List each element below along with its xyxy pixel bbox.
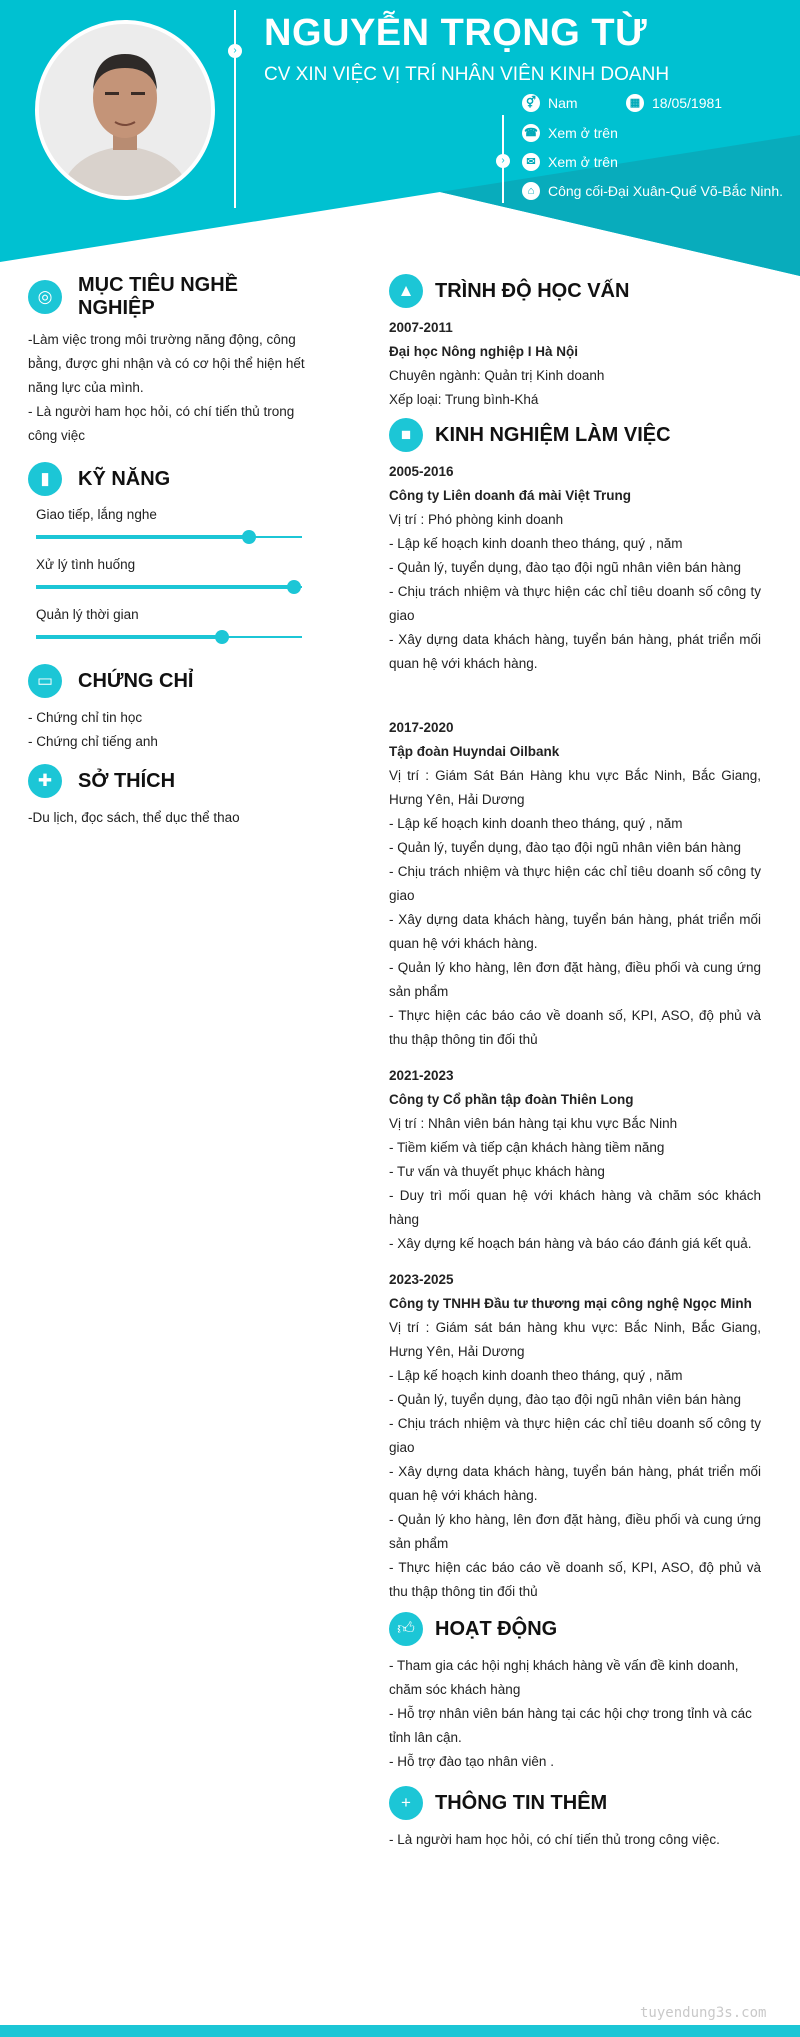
- skill-label: Xử lý tình huống: [36, 557, 136, 572]
- header-divider-line: [234, 10, 236, 208]
- certificates-header: [28, 664, 318, 698]
- objective-section: [28, 274, 318, 448]
- calendar-icon: ▦: [626, 94, 644, 112]
- job-period: 2021-2023: [389, 1068, 454, 1083]
- candidate-name: NGUYỄN TRỌNG TỪ: [264, 12, 648, 54]
- job-detail-line: - Lập kế hoạch kinh doanh theo tháng, quý , năm: [389, 1368, 683, 1383]
- activity-line: - Hỗ trợ nhân viên bán hàng tại các hội chợ trong tỉnh và các tỉnh lân cận.: [389, 1706, 752, 1745]
- gamepad-icon: ✚: [28, 764, 62, 798]
- email-info: [522, 153, 618, 171]
- job-company: Tập đoàn Huyndai Oilbank: [389, 744, 560, 759]
- job-detail-line: - Xây dựng data khách hàng, tuyển bán hàng, phát triển mối quan hệ với khách hàng.: [389, 1464, 761, 1503]
- graduation-cap-icon: ▲: [389, 274, 423, 308]
- job-period: 2005-2016: [389, 464, 454, 479]
- education-title: TRÌNH ĐỘ HỌC VẤN: [435, 279, 630, 302]
- bar-chart-icon: ▮: [28, 462, 62, 496]
- job-detail-line: - Xây dựng data khách hàng, tuyển bán hàng, phát triển mối quan hệ với khách hàng.: [389, 912, 761, 951]
- job-company: Công ty Liên doanh đá mài Việt Trung: [389, 488, 632, 503]
- job-detail-line: - Quản lý, tuyển dụng, đào tạo đội ngũ nhân viên bán hàng: [389, 840, 742, 855]
- job-period: 2023-2025: [389, 1272, 454, 1287]
- watermark: tuyendung3s.com: [640, 2005, 767, 2021]
- job-detail-line: Vị trí : Giám Sát Bán Hàng khu vực Bắc Ninh, Bắc Giang, Hưng Yên, Hải Dương: [389, 768, 761, 807]
- job-detail-line: - Xây dựng kế hoạch bán hàng và báo cáo đánh giá kết quả.: [389, 1236, 752, 1251]
- education-header: [389, 274, 761, 308]
- certificates-section: [28, 664, 318, 754]
- job-detail-line: - Thực hiện các báo cáo về doanh số, KPI, ASO, độ phủ và thu thập thông tin đối thủ: [389, 1560, 761, 1599]
- education-grade: Xếp loại: Trung bình-Khá: [389, 392, 539, 407]
- skill-label: Quản lý thời gian: [36, 607, 139, 622]
- objective-text-1: -Làm việc trong môi trường năng động, công bằng, được ghi nhận và có cơ hội thể hiện hết năng lực của mình.: [28, 332, 305, 395]
- job-detail-line: - Tiềm kiếm và tiếp cận khách hàng tiềm năng: [389, 1140, 665, 1155]
- extra-info-text: - Là người ham học hỏi, có chí tiến thủ trong công việc.: [389, 1832, 720, 1847]
- skill-knob: [242, 530, 256, 544]
- divider-chevron-icon: ›: [228, 44, 242, 58]
- skill-level-bar: [36, 580, 302, 594]
- birthday-value: 18/05/1981: [652, 95, 723, 111]
- gender-info: [522, 94, 578, 112]
- skill-item: [36, 604, 318, 644]
- hobbies-header: [28, 764, 318, 798]
- activities-section: [389, 1612, 761, 1774]
- plus-icon: +: [389, 1786, 423, 1820]
- avatar: [35, 20, 215, 200]
- certificates-title: CHỨNG CHỈ: [78, 669, 194, 692]
- skill-level-bar: [36, 630, 302, 644]
- job-detail-line: - Quản lý kho hàng, lên đơn đặt hàng, điều phối và cung ứng sản phẩm: [389, 1512, 761, 1551]
- objective-text-2: - Là người ham học hỏi, có chí tiến thủ trong công việc: [28, 404, 295, 443]
- skill-fill: [36, 585, 294, 589]
- phone-value: Xem ở trên: [548, 125, 618, 141]
- job-detail-line: - Quản lý, tuyển dụng, đào tạo đội ngũ nhân viên bán hàng: [389, 560, 742, 575]
- job-entry: [389, 1064, 761, 1256]
- certificate-item: - Chứng chỉ tiếng anh: [28, 734, 158, 749]
- phone-icon: ☎: [522, 124, 540, 142]
- education-major: Chuyên ngành: Quản trị Kinh doanh: [389, 368, 605, 383]
- skills-list: [28, 504, 318, 644]
- email-icon: ✉: [522, 153, 540, 171]
- job-entry: [389, 460, 761, 676]
- activities-title: HOẠT ĐỘNG: [435, 1617, 558, 1640]
- hobbies-section: [28, 764, 318, 830]
- certificate-item: - Chứng chỉ tin học: [28, 710, 143, 725]
- hobbies-text: -Du lịch, đọc sách, thể dục thể thao: [28, 810, 240, 825]
- job-company: Công ty TNHH Đầu tư thương mại công nghệ Ngọc Minh: [389, 1296, 752, 1311]
- education-school: Đại học Nông nghiệp I Hà Nội: [389, 344, 578, 359]
- right-column: [389, 270, 761, 1852]
- address-info: [522, 182, 783, 200]
- job-title: CV XIN VIỆC VỊ TRÍ NHÂN VIÊN KINH DOANH: [264, 64, 670, 85]
- objective-title: MỤC TIÊU NGHỀ NGHIỆP: [78, 274, 238, 319]
- certificate-icon: ▭: [28, 664, 62, 698]
- extra-info-header: [389, 1786, 761, 1820]
- address-value: Công cối-Đại Xuân-Quế Võ-Bắc Ninh.: [548, 183, 784, 199]
- hobbies-title: SỞ THÍCH: [78, 769, 176, 792]
- briefcase-icon: ■: [389, 418, 423, 452]
- gender-icon: ⚥: [522, 94, 540, 112]
- skill-fill: [36, 535, 249, 539]
- job-detail-line: - Quản lý, tuyển dụng, đào tạo đội ngũ nhân viên bán hàng: [389, 1392, 742, 1407]
- skill-level-bar: [36, 530, 302, 544]
- objective-header: [28, 274, 318, 320]
- job-detail-line: Vị trí : Nhân viên bán hàng tại khu vực Bắc Ninh: [389, 1116, 678, 1131]
- experience-section: [389, 418, 761, 1604]
- job-detail-line: - Tư vấn và thuyết phục khách hàng: [389, 1164, 605, 1179]
- job-detail-line: - Quản lý kho hàng, lên đơn đặt hàng, điều phối và cung ứng sản phẩm: [389, 960, 761, 999]
- education-period: 2007-2011: [389, 320, 453, 335]
- left-column: [28, 270, 318, 830]
- cv-header: [0, 0, 800, 280]
- skills-title: KỸ NĂNG: [78, 467, 171, 490]
- contact-chevron-icon: ›: [496, 154, 510, 168]
- experience-title: KINH NGHIỆM LÀM VIỆC: [435, 423, 671, 446]
- job-detail-line: - Xây dựng data khách hàng, tuyển bán hàng, phát triển mối quan hệ với khách hàng.: [389, 632, 761, 671]
- email-value: Xem ở trên: [548, 154, 618, 170]
- home-icon: ⌂: [522, 182, 540, 200]
- avatar-portrait: [39, 24, 211, 196]
- skill-item: [36, 504, 318, 544]
- skill-knob: [215, 630, 229, 644]
- job-detail-line: - Thực hiện các báo cáo về doanh số, KPI, ASO, độ phủ và thu thập thông tin đối thủ: [389, 1008, 761, 1047]
- skills-section: [28, 462, 318, 644]
- job-detail-line: Vị trí : Phó phòng kinh doanh: [389, 512, 564, 527]
- skill-label: Giao tiếp, lắng nghe: [36, 507, 157, 522]
- phone-info: [522, 124, 618, 142]
- skill-fill: [36, 635, 222, 639]
- job-company: Công ty Cổ phần tập đoàn Thiên Long: [389, 1092, 634, 1107]
- activities-header: [389, 1612, 761, 1646]
- job-period: 2017-2020: [389, 720, 454, 735]
- thumbs-up-icon: 👍︎: [389, 1612, 423, 1646]
- activity-line: - Hỗ trợ đào tạo nhân viên .: [389, 1754, 554, 1769]
- job-detail-line: - Lập kế hoạch kinh doanh theo tháng, quý , năm: [389, 536, 683, 551]
- job-detail-line: - Chịu trách nhiệm và thực hiện các chỉ tiêu doanh số công ty giao: [389, 584, 761, 623]
- activity-line: - Tham gia các hội nghị khách hàng về vấn đề kinh doanh, chăm sóc khách hàng: [389, 1658, 739, 1697]
- job-detail-line: - Lập kế hoạch kinh doanh theo tháng, quý , năm: [389, 816, 683, 831]
- footer-bar: [0, 2025, 800, 2037]
- job-entry: [389, 1268, 761, 1604]
- job-detail-line: Vị trí : Giám sát bán hàng khu vực: Bắc Ninh, Bắc Giang, Hưng Yên, Hải Dương: [389, 1320, 761, 1359]
- skill-item: [36, 554, 318, 594]
- job-detail-line: - Chịu trách nhiệm và thực hiện các chỉ tiêu doanh số công ty giao: [389, 1416, 761, 1455]
- skills-header: [28, 462, 318, 496]
- gender-value: Nam: [548, 95, 578, 111]
- extra-info-section: [389, 1786, 761, 1852]
- education-section: [389, 274, 761, 412]
- birthday-info: [626, 94, 722, 112]
- target-icon: ◎: [28, 280, 62, 314]
- jobs-list: [389, 460, 761, 1604]
- experience-header: [389, 418, 761, 452]
- job-entry: [389, 716, 761, 1052]
- job-detail-line: - Chịu trách nhiệm và thực hiện các chỉ tiêu doanh số công ty giao: [389, 864, 761, 903]
- job-detail-line: - Duy trì mối quan hệ với khách hàng và chăm sóc khách hàng: [389, 1188, 761, 1227]
- skill-knob: [287, 580, 301, 594]
- extra-info-title: THÔNG TIN THÊM: [435, 1791, 608, 1814]
